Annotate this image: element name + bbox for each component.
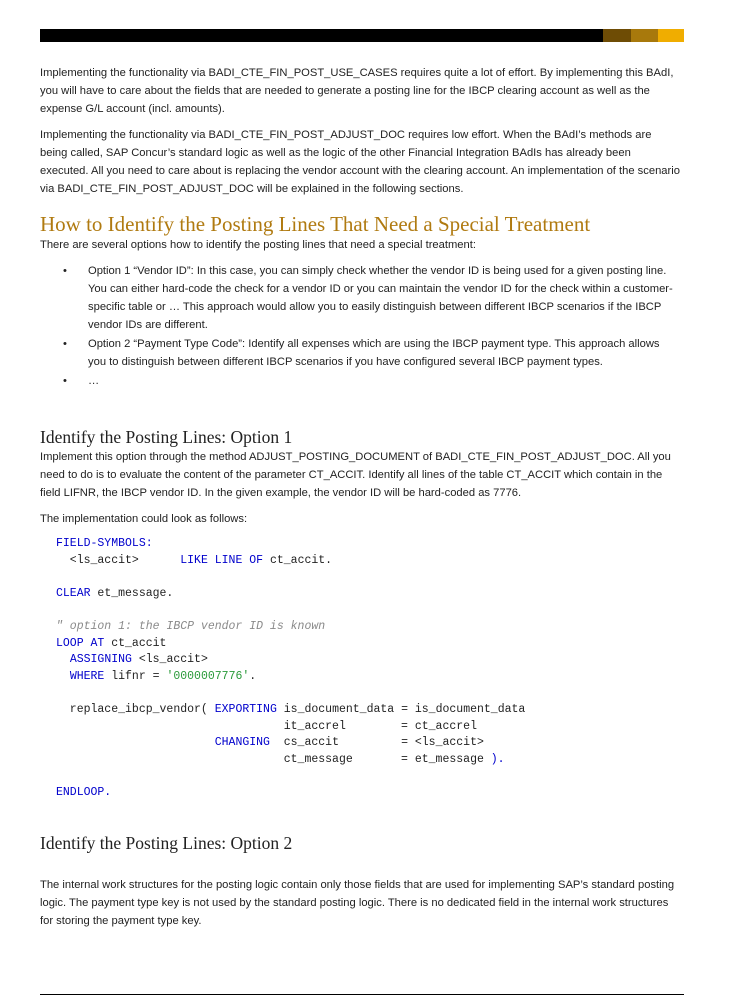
- intro-paragraph-2: Implementing the functionality via BADI_CTE_FIN_POST_ADJUST_DOC requires low effort. When the BAdI’s methods are being called, SAP Concur’s standard logic as well as the logic of the other Financial Integration BAdIs has already been executed. All you need to care about is replacing the vendor account with the clearing account. An implementation of the scenario via BADI_CTE_FIN_POST_ADJUST_DOC will be explained in the following sections.: [40, 129, 680, 195]
- code-line: CLEAR et_message.: [56, 586, 174, 600]
- option1-implementation-intro: The implementation could look as follows:: [40, 513, 248, 525]
- header-bar: [40, 29, 684, 42]
- header-color-band-3: [658, 29, 684, 42]
- header-color-band-2: [631, 29, 658, 42]
- bullet-icon: •: [63, 375, 67, 387]
- code-line: replace_ibcp_vendor( EXPORTING is_document_data = is_document_data: [56, 702, 526, 716]
- list-item: • Option 1 “Vendor ID”: In this case, you can simply check whether the vendor ID is being used for a given posting line. You can either hard-code the check for a vendor ID or you can maintain the vendor ID for the check within a customer-specific table or … This approach would allow you to easily distinguish between different IBCP scenarios if the IBCP vendor IDs are different.: [40, 262, 680, 334]
- code-line: LOOP AT ct_accit: [56, 636, 167, 650]
- options-list: [40, 262, 680, 390]
- section-heading-option-1: Identify the Posting Lines: Option 1: [40, 427, 293, 447]
- section-heading-identify-posting-lines: How to Identify the Posting Lines That Need a Special Treatment: [40, 212, 591, 236]
- section1-intro: There are several options how to identify the posting lines that need a special treatment:: [40, 239, 476, 251]
- bullet-icon: •: [63, 265, 67, 277]
- code-line: <ls_accit> LIKE LINE OF ct_accit.: [56, 553, 333, 567]
- footer-rule: [40, 994, 684, 995]
- code-line: ASSIGNING <ls_accit>: [69, 653, 208, 667]
- list-item: • …: [40, 372, 680, 390]
- document-body: [40, 64, 680, 938]
- code-line: ct_message = et_message ).: [56, 752, 505, 766]
- code-line: WHERE lifnr = '0000007776'.: [69, 669, 257, 683]
- bullet-icon: •: [63, 338, 67, 350]
- list-item: • Option 2 “Payment Type Code”: Identify all expenses which are using the IBCP payment type. This approach allows you to distinguish between different IBCP scenarios if you have configured several IBCP payment types.: [40, 335, 680, 371]
- code-comment: " option 1: the IBCP vendor ID is known: [56, 619, 326, 633]
- section-heading-option-2: Identify the Posting Lines: Option 2: [40, 832, 293, 853]
- code-line: it_accrel = ct_accrel: [56, 719, 477, 733]
- code-line: CHANGING cs_accit = <ls_accit>: [214, 736, 484, 750]
- option1-paragraph: Implement this option through the method ADJUST_POSTING_DOCUMENT of BADI_CTE_FIN_POST_ADJUST_DOC. All you need to do is to evaluate the content of the parameter CT_ACCIT. Identify all lines of the table CT_ACCIT which contain in the field LIFNR, the IBCP vendor ID. In the given example, the vendor ID will be hard-coded as 7776.: [40, 451, 671, 499]
- intro-paragraph-1: Implementing the functionality via BADI_CTE_FIN_POST_USE_CASES requires quite a lot of effort. By implementing this BAdI, you will have to care about the fields that are needed to generate a posting line for the IBCP clearing account as well as the expense G/L account (incl. amounts).: [40, 67, 674, 115]
- code-line: ENDLOOP.: [56, 785, 112, 799]
- option2-paragraph: The internal work structures for the posting logic contain only those fields that are used for implementing SAP’s standard posting logic. The payment type key is not used by the standard posting logic. There is no dedicated field in the internal work structures for storing the payment type key.: [40, 878, 675, 927]
- code-line: FIELD-SYMBOLS:: [56, 537, 153, 550]
- code-block: [56, 536, 680, 802]
- header-color-band-1: [603, 29, 631, 42]
